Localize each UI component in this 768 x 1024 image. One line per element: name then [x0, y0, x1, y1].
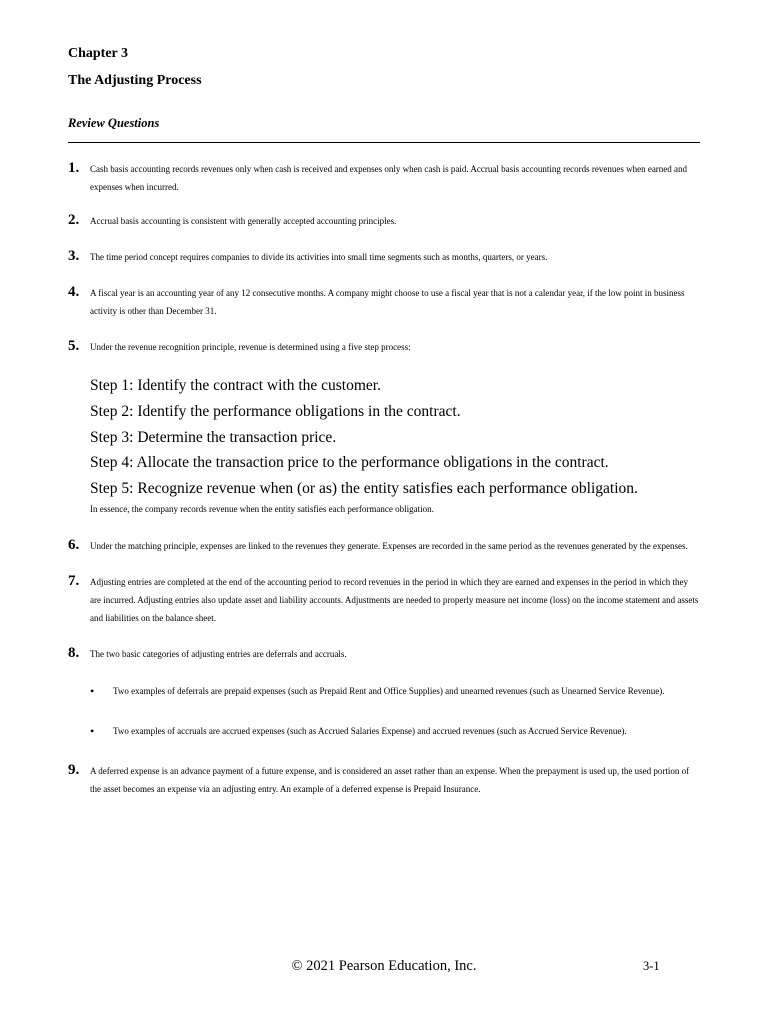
essence-note: In essence, the company records revenue when the entity satisfies each performance obligation. [90, 504, 434, 514]
bullet-text: Two examples of deferrals are prepaid expenses (such as Prepaid Rent and Office Supplies) and unearned revenues (such as Unearned Service Revenue). [113, 686, 665, 696]
question-number: 5. [68, 338, 80, 354]
question-number: 2. [68, 212, 80, 228]
section-heading: Review Questions [68, 116, 160, 130]
step-item: Step 5: Recognize revenue when (or as) the entity satisfies each performance obligation. [90, 480, 638, 498]
question-text: A fiscal year is an accounting year of any 12 consecutive months. A company might choose to use a fiscal year that is not a calendar year, if the low point in business activity is other than December 31. [90, 288, 685, 316]
section-divider [68, 142, 700, 143]
bullet-text: Two examples of accruals are accrued expenses (such as Accrued Salaries Expense) and accrued revenues (such as Accrued Service Revenue). [113, 726, 627, 736]
question-text: Under the matching principle, expenses are linked to the revenues they generate. Expenses are recorded in the same period as the revenues generated by the expenses. [90, 541, 688, 551]
step-item: Step 4: Allocate the transaction price to the performance obligations in the contract. [90, 454, 609, 472]
step-item: Step 3: Determine the transaction price. [90, 428, 337, 446]
question-text: A deferred expense is an advance payment of a future expense, and is considered an asset rather than an expense. When the prepayment is used up, the used portion of the asset becomes an expense via an adjusting entry. An example of a deferred expense is Prepaid Insurance. [90, 766, 690, 794]
chapter-label: Chapter 3 [68, 46, 129, 61]
step-item: Step 2: Identify the performance obligations in the contract. [90, 402, 461, 420]
question-number: 6. [68, 537, 80, 553]
question-text: The time period concept requires companies to divide its activities into small time segments such as months, quarters, or years. [90, 252, 548, 262]
question-text: Adjusting entries are completed at the end of the accounting period to record revenues in the period in which they are earned and expenses in the period in which they are incurred. Adjusting entries also update asset and liability accounts. Adjustments are needed to properly measure net income (loss) on the income statement and assets and liabilities on the balance sheet. [90, 577, 699, 623]
question-text: Cash basis accounting records revenues only when cash is received and expenses only when cash is paid. Accrual basis accounting records revenues when earned and expenses when incurred. [90, 164, 688, 192]
question-number: 9. [68, 762, 80, 778]
question-number: 7. [68, 573, 80, 589]
question-text: Under the revenue recognition principle, revenue is determined using a five step process: [90, 342, 411, 352]
question-text: Accrual basis accounting is consistent with generally accepted accounting principles. [90, 216, 397, 226]
page-number: 3-1 [643, 959, 660, 973]
question-number: 1. [68, 160, 80, 176]
chapter-title: The Adjusting Process [68, 73, 202, 88]
question-number: 4. [68, 284, 80, 300]
revenue-recognition-steps [90, 373, 690, 502]
question-number: 8. [68, 645, 80, 661]
step-item: Step 1: Identify the contract with the customer. [90, 377, 381, 394]
copyright-footer: © 2021 Pearson Education, Inc. [291, 958, 477, 974]
bullet-icon: • [90, 684, 95, 698]
bullet-icon: • [90, 724, 95, 738]
question-text: The two basic categories of adjusting entries are deferrals and accruals. [90, 649, 347, 659]
question-number: 3. [68, 248, 80, 264]
